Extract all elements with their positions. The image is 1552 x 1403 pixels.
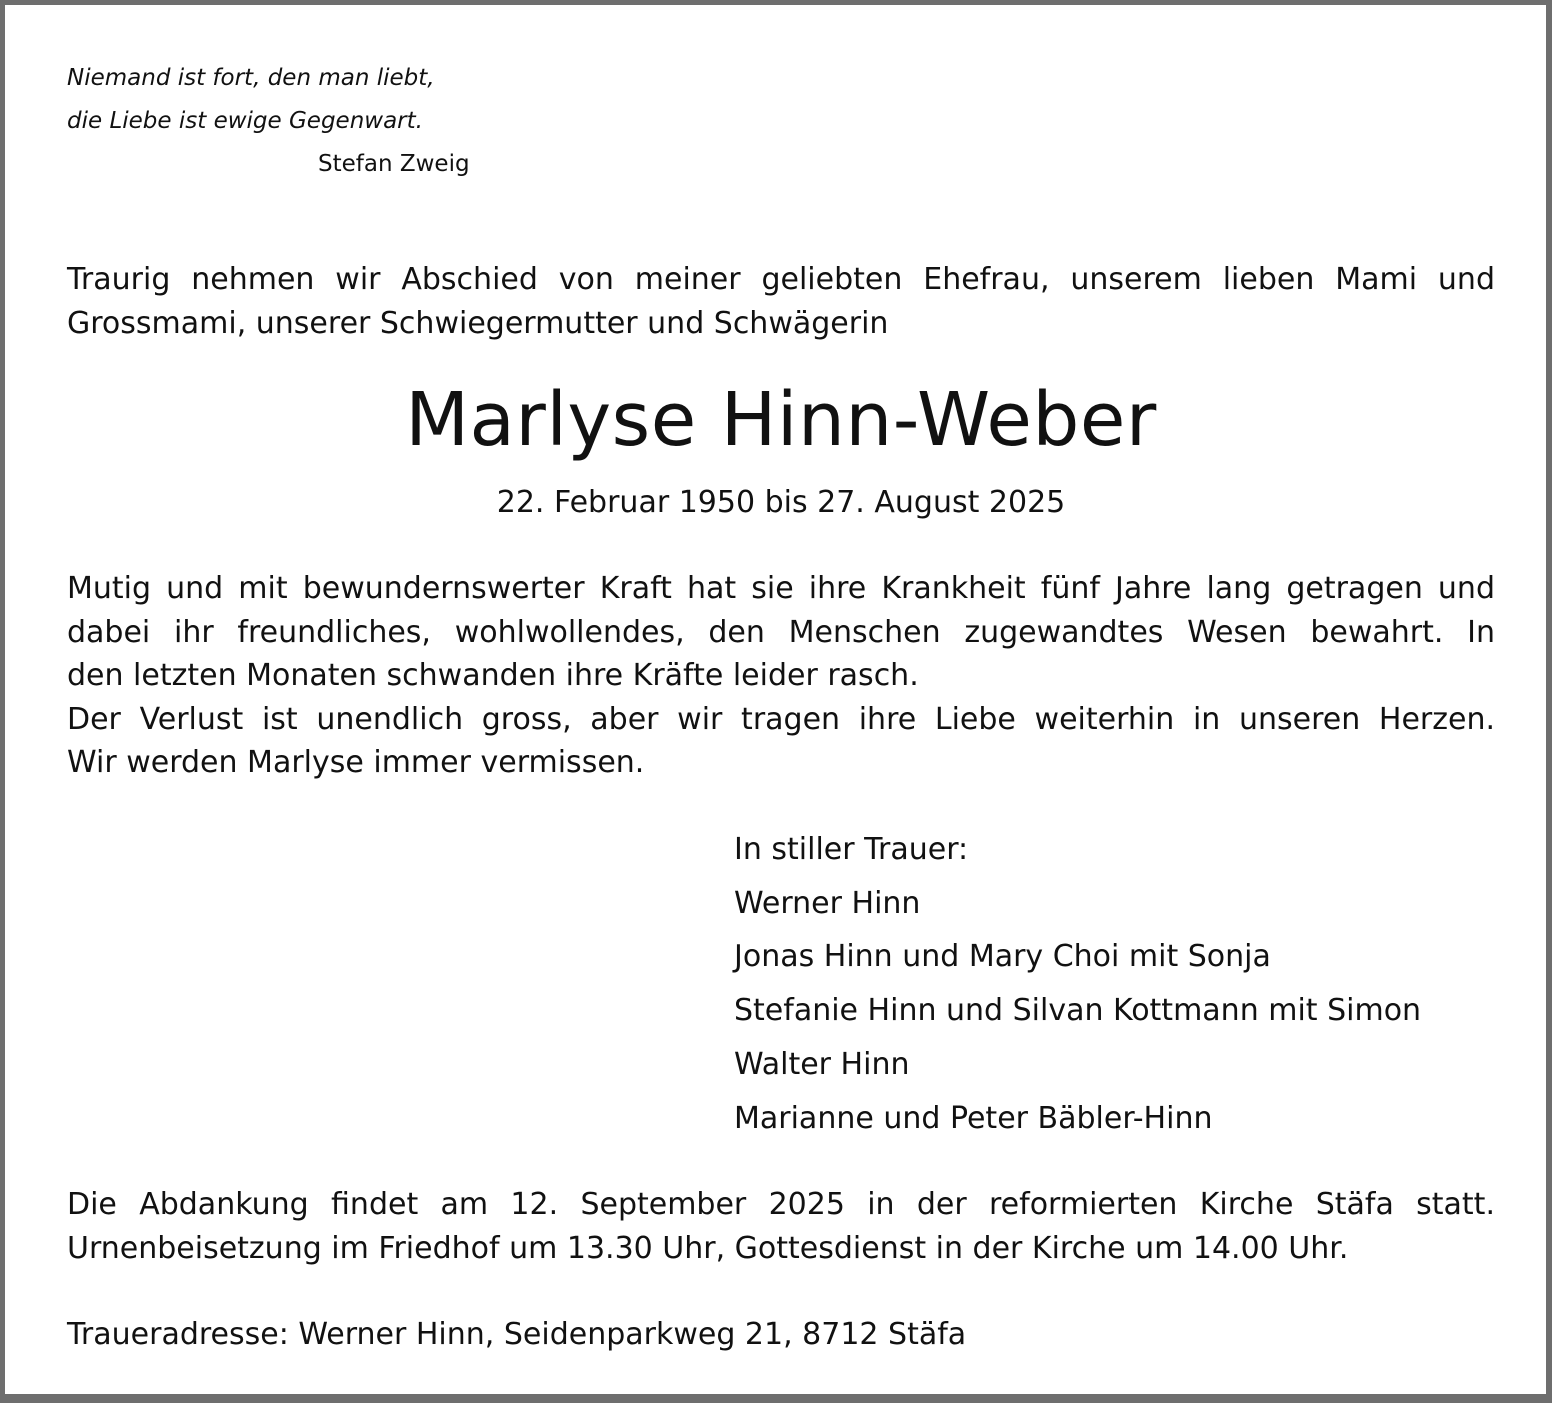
tribute-line: Der Verlust ist unendlich gross, aber wir tragen ihre Liebe weiterhin in unseren Herzen. xyxy=(67,701,1495,737)
quote-line: die Liebe ist ewige Gegenwart. xyxy=(67,108,423,134)
tribute-line: den letzten Monaten schwanden ihre Kräfte leider rasch. xyxy=(67,658,919,693)
mourner-name: Marianne und Peter Bäbler-Hinn xyxy=(734,1100,1213,1136)
deceased-name: Marlyse Hinn-Weber xyxy=(405,377,1157,463)
mourner-name: Stefanie Hinn und Silvan Kottmann mit Simon xyxy=(734,993,1422,1029)
service-line: Die Abdankung findet am 12. September 2025 in der reformierten Kirche Stäfa statt. xyxy=(67,1187,1495,1222)
intro-line: Traurig nehmen wir Abschied von meiner geliebten Ehefrau, unserem lieben Mami und xyxy=(67,262,1495,297)
mourner-name: Jonas Hinn und Mary Choi mit Sonja xyxy=(734,939,1271,975)
mourner-name: Walter Hinn xyxy=(734,1046,910,1082)
quote-line: Niemand ist fort, den man liebt, xyxy=(67,65,435,91)
tribute-line: dabei ihr freundliches, wohlwollendes, den Menschen zugewandtes Wesen bewahrt. In xyxy=(67,614,1495,650)
quote xyxy=(67,57,435,143)
service-line: Urnenbeisetzung im Friedhof um 13.30 Uhr, Gottesdienst in der Kirche um 14.00 Uhr. xyxy=(67,1231,1349,1266)
tribute-line: Wir werden Marlyse immer vermissen. xyxy=(67,745,645,780)
life-dates: 22. Februar 1950 bis 27. August 2025 xyxy=(496,485,1066,520)
intro-text xyxy=(67,258,1495,346)
mourner-name: Werner Hinn xyxy=(734,885,921,921)
tribute-line: Mutig und mit bewundernswerter Kraft hat sie ihre Krankheit fünf Jahre lang getragen und xyxy=(67,571,1495,606)
mourning-address: Traueradresse: Werner Hinn, Seidenparkweg 21, 8712 Stäfa xyxy=(67,1317,967,1352)
mourners-heading: In stiller Trauer: xyxy=(734,832,969,867)
quote-author: Stefan Zweig xyxy=(318,151,470,177)
intro-line: Grossmami, unserer Schwiegermutter und Schwägerin xyxy=(67,306,889,341)
mourners-list xyxy=(734,823,1421,1145)
tribute-text xyxy=(67,567,1495,785)
service-info xyxy=(67,1183,1495,1271)
